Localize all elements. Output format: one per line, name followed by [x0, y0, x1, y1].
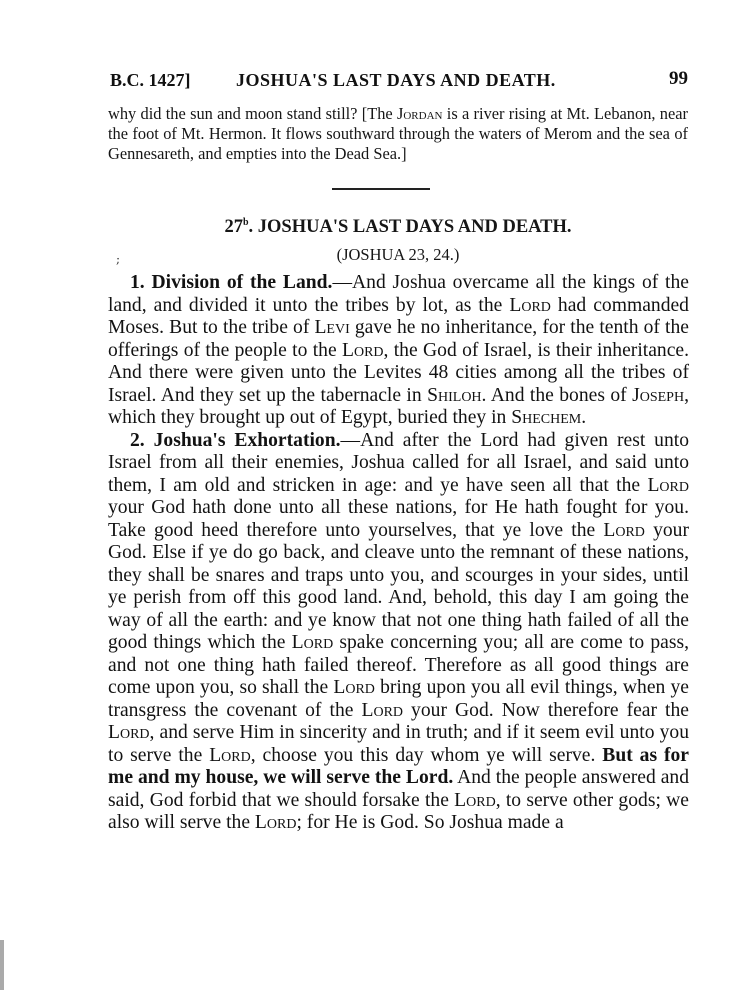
p2-s4: spake concerning you; all are come to pass, and not one thing hath failed thereof. Therefore as all good things are come upon you, so shall the [108, 632, 689, 698]
p2-s3: your God. Else if ye do go back, and cleave unto the remnant of these nations, they shall be snares and traps unto you, and scourges in your sides, until ye perish from off this good land. And, behold, this day I am going the way of all the earth: and ye know that not one thing hath failed of all the good things which the [108, 519, 689, 653]
paragraph-heading: 2. Joshua's Exhortation. [130, 429, 341, 451]
p1-lord2: Lord [341, 339, 384, 361]
p2-lord1: Lord [647, 474, 689, 496]
p2-s11: ; for He is God. So Joshua made a [296, 812, 564, 833]
p1-shechem: Shechem [511, 407, 582, 428]
paragraph-exhortation [108, 430, 689, 835]
p2-s7: , and serve Him in sincerity and in truth; and if it seem evil unto you to serve the [108, 722, 689, 766]
note-text [108, 104, 688, 164]
p2-s2: your God hath done unto all these nations, for He hath fought for you. Take good heed therefore unto yourselves, that ye love the [108, 497, 689, 541]
p1-levi: Levi [314, 317, 350, 338]
section-number-sup: b [242, 217, 249, 228]
note-jordan: Jordan [396, 104, 443, 123]
p2-bold-quote: But as for me and my house, we will serve the Lord. [108, 744, 689, 788]
section-title-text: . JOSHUA'S LAST DAYS AND DEATH. [248, 217, 572, 238]
print-speck: ; [116, 252, 121, 266]
scan-edge-mark [0, 940, 4, 990]
p1-joseph: Joseph [632, 384, 685, 406]
p2-lord6: Lord [108, 722, 150, 743]
p2-s10: , to serve other gods; we also will serve the [108, 789, 689, 833]
paragraph-heading: 1. Division of the Land. [130, 272, 333, 293]
page-number: 99 [669, 68, 688, 89]
note-text-a: why did the sun and moon stand still? [The [108, 104, 397, 123]
paragraph-division-of-land [108, 272, 689, 430]
p1-s7: . [581, 407, 587, 428]
p2-s6: your God. Now therefore fear the [403, 699, 689, 721]
p2-s9: And the people answered and said, God forbid that we should forsake the [108, 767, 689, 811]
continued-note [108, 104, 688, 164]
p1-s6: , which they brought up out of Egypt, buried they in [108, 384, 689, 428]
p1-s3: gave he no inheritance, for the tenth of the offerings of the people to the [108, 317, 689, 361]
section-title [108, 217, 688, 238]
p1-lord1: Lord [509, 294, 551, 316]
p2-s5: bring upon you all evil things, when ye transgress the covenant of the [108, 677, 689, 721]
p2-lord3: Lord [291, 632, 334, 653]
p1-shiloh: Shiloh [427, 384, 482, 406]
p2-s8: , choose you this day whom ye will serve. [250, 744, 603, 766]
p2-lord9: Lord [254, 812, 297, 833]
p2-lord7: Lord [209, 744, 251, 766]
p2-lord8: Lord [454, 789, 496, 811]
p2-s1: —And after the Lord had given rest unto Israel from all their enemies, Joshua called for all Israel, and said unto them, I am old and stricken in age: and ye have seen all that the [108, 429, 689, 496]
header-title: JOSHUA'S LAST DAYS AND DEATH. [236, 70, 556, 90]
p2-lord2: Lord [603, 519, 645, 541]
p2-lord5: Lord [361, 699, 404, 721]
p1-s4: , the God of Israel, is their inheritance. And there were given unto the Levites 48 cities among all the tribes of Israel. And they set up the tabernacle in [108, 339, 689, 406]
p1-s2: had commanded Moses. But to the tribe of [108, 294, 689, 338]
body-text [108, 272, 689, 835]
note-text-b: is a river rising at Mt. Lebanon, near the foot of Mt. Hermon. It flows southward through the waters of Merom and the sea of Gennesareth, and empties into the Dead Sea.] [108, 104, 688, 163]
section-number: 27 [224, 217, 243, 238]
p1-s1: —And Joshua overcame all the kings of the land, and divided it unto the tribes by lot, as the [108, 272, 689, 316]
header-year: B.C. 1427] [110, 70, 191, 90]
p2-lord4: Lord [333, 677, 375, 698]
p1-s5: . And the bones of [481, 384, 633, 406]
scripture-reference: (JOSHUA 23, 24.) [336, 245, 460, 264]
section-divider [332, 188, 430, 190]
